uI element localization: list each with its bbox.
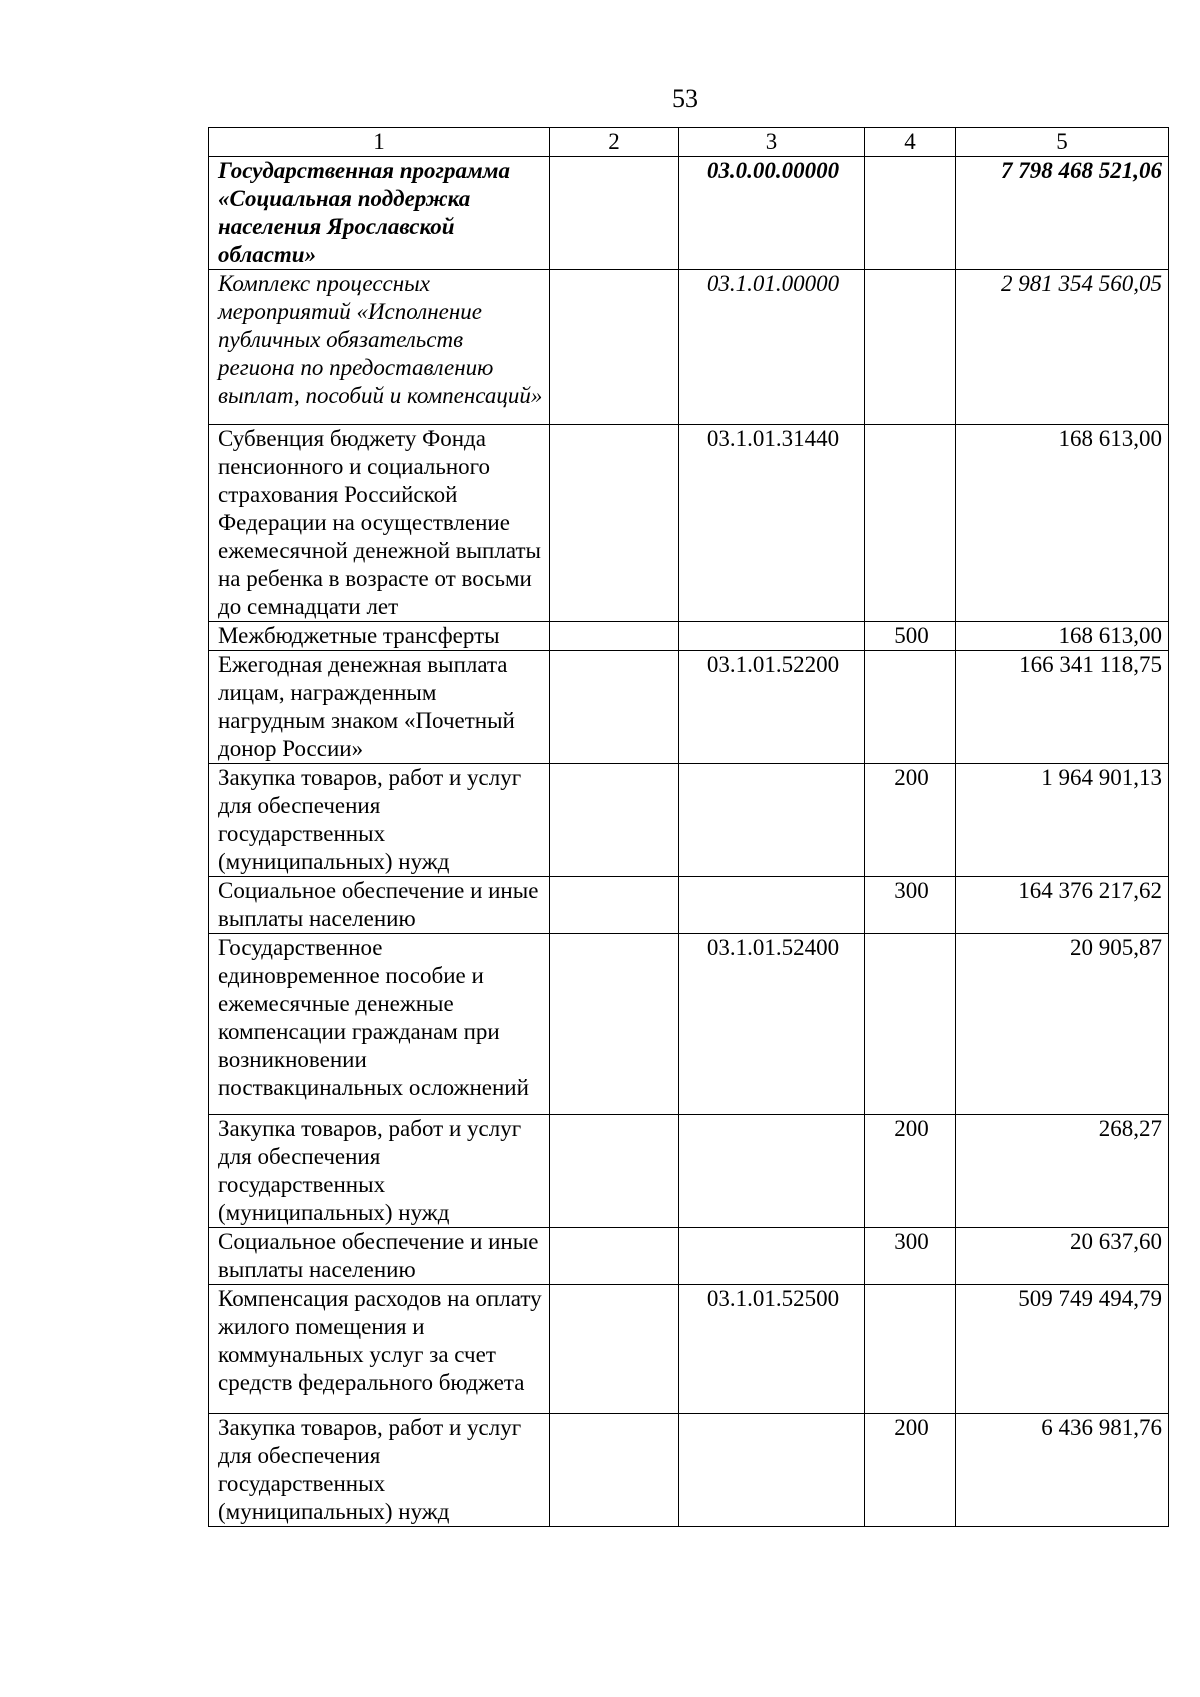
code-cell: 03.1.01.31440 xyxy=(679,425,865,622)
table-row xyxy=(209,1228,1169,1285)
amount-cell: 1 964 901,13 xyxy=(956,764,1169,877)
code-cell xyxy=(679,877,865,934)
column-2-cell xyxy=(550,622,679,651)
expense-type-cell xyxy=(865,1285,956,1414)
code-cell xyxy=(679,1228,865,1285)
code-cell xyxy=(679,622,865,651)
expense-type-cell: 200 xyxy=(865,1414,956,1527)
column-number-header-row xyxy=(209,128,1169,157)
expense-type-cell xyxy=(865,934,956,1115)
table-row xyxy=(209,934,1169,1115)
name-cell: Межбюджетные трансферты xyxy=(209,622,550,651)
table-row xyxy=(209,425,1169,622)
table-row xyxy=(209,651,1169,764)
amount-cell: 168 613,00 xyxy=(956,425,1169,622)
expense-type-cell xyxy=(865,651,956,764)
column-header: 5 xyxy=(956,128,1169,157)
amount-cell: 7 798 468 521,06 xyxy=(956,157,1169,270)
column-2-cell xyxy=(550,764,679,877)
amount-cell: 509 749 494,79 xyxy=(956,1285,1169,1414)
name-cell: Комплекс процессных мероприятий «Исполнение публичных обязательств региона по предоставлению выплат, пособий и компенсаций» xyxy=(209,270,550,425)
amount-cell: 20 637,60 xyxy=(956,1228,1169,1285)
amount-cell: 6 436 981,76 xyxy=(956,1414,1169,1527)
amount-cell: 164 376 217,62 xyxy=(956,877,1169,934)
column-header: 1 xyxy=(209,128,550,157)
code-cell xyxy=(679,1414,865,1527)
budget-table xyxy=(208,127,1169,1527)
name-cell: Субвенция бюджету Фонда пенсионного и социального страхования Российской Федерации на осуществление ежемесячной денежной выплаты на ребенка в возрасте от восьми до семнадцати лет xyxy=(209,425,550,622)
amount-cell: 168 613,00 xyxy=(956,622,1169,651)
name-cell: Закупка товаров, работ и услуг для обеспечения государственных (муниципальных) нужд xyxy=(209,1115,550,1228)
name-cell: Ежегодная денежная выплата лицам, награжденным нагрудным знаком «Почетный донор России» xyxy=(209,651,550,764)
column-header: 3 xyxy=(679,128,865,157)
code-cell: 03.0.00.00000 xyxy=(679,157,865,270)
expense-type-cell: 300 xyxy=(865,1228,956,1285)
table-row xyxy=(209,270,1169,425)
name-cell: Государственная программа «Социальная поддержка населения Ярославской области» xyxy=(209,157,550,270)
code-cell: 03.1.01.52400 xyxy=(679,934,865,1115)
column-2-cell xyxy=(550,157,679,270)
code-cell xyxy=(679,1115,865,1228)
amount-cell: 268,27 xyxy=(956,1115,1169,1228)
page-number: 53 xyxy=(672,84,698,113)
expense-type-cell xyxy=(865,157,956,270)
column-header: 4 xyxy=(865,128,956,157)
column-2-cell xyxy=(550,934,679,1115)
expense-type-cell: 300 xyxy=(865,877,956,934)
table-row xyxy=(209,764,1169,877)
table-row xyxy=(209,622,1169,651)
expense-type-cell xyxy=(865,270,956,425)
name-cell: Компенсация расходов на оплату жилого помещения и коммунальных услуг за счет средств федерального бюджета xyxy=(209,1285,550,1414)
column-2-cell xyxy=(550,877,679,934)
code-cell: 03.1.01.52500 xyxy=(679,1285,865,1414)
expense-type-cell xyxy=(865,425,956,622)
column-2-cell xyxy=(550,1228,679,1285)
table-row xyxy=(209,877,1169,934)
amount-cell: 2 981 354 560,05 xyxy=(956,270,1169,425)
column-2-cell xyxy=(550,1115,679,1228)
name-cell: Закупка товаров, работ и услуг для обеспечения государственных (муниципальных) нужд xyxy=(209,764,550,877)
name-cell: Социальное обеспечение и иные выплаты населению xyxy=(209,877,550,934)
column-2-cell xyxy=(550,1285,679,1414)
table-row xyxy=(209,1115,1169,1228)
expense-type-cell: 200 xyxy=(865,1115,956,1228)
code-cell: 03.1.01.00000 xyxy=(679,270,865,425)
name-cell: Государственное единовременное пособие и ежемесячные денежные компенсации гражданам при возникновении поствакцинальных осложнений xyxy=(209,934,550,1115)
column-2-cell xyxy=(550,270,679,425)
expense-type-cell: 500 xyxy=(865,622,956,651)
table-row xyxy=(209,1285,1169,1414)
name-cell: Социальное обеспечение и иные выплаты населению xyxy=(209,1228,550,1285)
table-row xyxy=(209,1414,1169,1527)
code-cell: 03.1.01.52200 xyxy=(679,651,865,764)
column-2-cell xyxy=(550,1414,679,1527)
column-2-cell xyxy=(550,651,679,764)
expense-type-cell: 200 xyxy=(865,764,956,877)
name-cell: Закупка товаров, работ и услуг для обеспечения государственных (муниципальных) нужд xyxy=(209,1414,550,1527)
amount-cell: 166 341 118,75 xyxy=(956,651,1169,764)
column-header: 2 xyxy=(550,128,679,157)
amount-cell: 20 905,87 xyxy=(956,934,1169,1115)
column-2-cell xyxy=(550,425,679,622)
table-row xyxy=(209,157,1169,270)
code-cell xyxy=(679,764,865,877)
